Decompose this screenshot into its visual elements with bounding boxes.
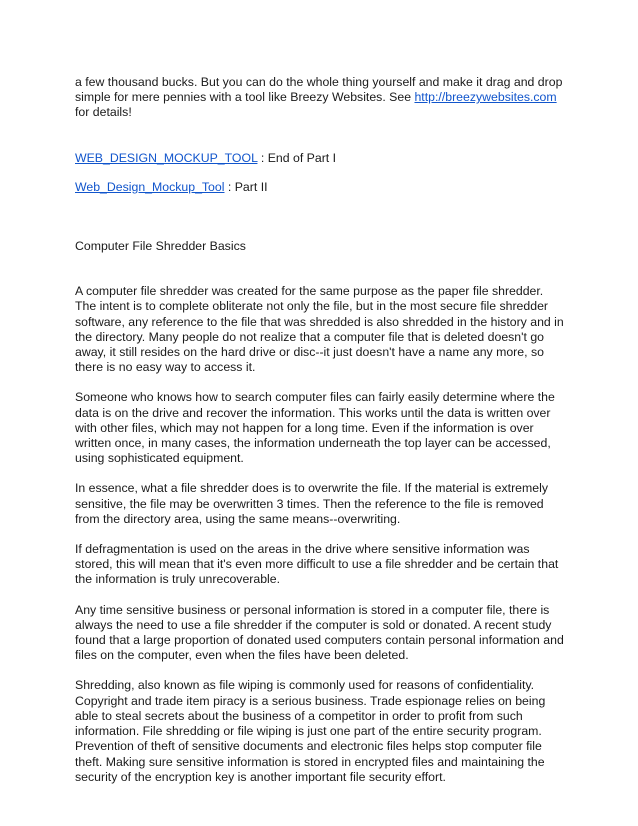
article-paragraph: In essence, what a file shredder does is to overwrite the file. If the material is extremely sensitive, the file may be overwritten 3 times. Then the reference to the file is removed from the directory area, using the same means--overwriting.: [75, 481, 548, 526]
document-page: [75, 75, 565, 785]
article-paragraph: Someone who knows how to search computer files can fairly easily determine where the data is on the drive and recover the information. This works until the data is written over with other files, which may not happen for a long time. Even if the information is over written once, in many cases, the information underneath the top layer can be accessed, using sophisticated equipment.: [75, 390, 555, 466]
article-paragraph: A computer file shredder was created for the same purpose as the paper file shredder. The intent is to complete obliterate not only the file, but in the most secure file shredder software, any reference to the file that was shredded is also shredded in the history and in the directory. Many people do not realize that a computer file that is deleted doesn't go away, it still resides on the hard drive or disc--it just doesn't have a name any more, so there is no easy way to access it.: [75, 284, 564, 375]
breezy-websites-link[interactable]: http://breezywebsites.com: [414, 90, 557, 105]
article-paragraph: Any time sensitive business or personal information is stored in a computer file, there is always the need to use a file shredder if the computer is sold or donated. A recent study found that a large proportion of donated used computers contain personal information and files on the computer, even when the files have been deleted.: [75, 602, 564, 663]
part-one-suffix: : End of Part I: [257, 150, 337, 165]
part-two-suffix: : Part II: [224, 179, 268, 194]
part-two-line: [75, 180, 565, 195]
article-paragraph: If defragmentation is used on the areas in the drive where sensitive information was stored, this will mean that it's even more difficult to use a file shredder and be certain that the information is truly unrecoverable.: [75, 542, 559, 587]
intro-text: a few thousand bucks. But you can do the whole thing yourself and make it drag and drop simple for mere pennies with a tool like Breezy Websites. See: [75, 75, 563, 105]
part-one-link[interactable]: WEB_DESIGN_MOCKUP_TOOL: [75, 150, 258, 165]
article-paragraph: Shredding, also known as file wiping is commonly used for reasons of confidentiality. Copyright and trade item piracy is a serious business. Trade espionage relies on being able to steal secrets about the business of a competitor in order to profit from such information. File shredding or file wiping is just one part of the entire security program. Prevention of theft of sensitive documents and electronic files helps stop computer file theft. Making sure sensitive information is stored in encrypted files and maintaining the security of the encryption key is another important file security effort.: [75, 678, 546, 784]
intro-paragraph: [75, 75, 565, 121]
part-one-line: [75, 151, 565, 166]
article-title: Computer File Shredder Basics: [75, 239, 246, 254]
part-two-link[interactable]: Web_Design_Mockup_Tool: [75, 179, 225, 194]
intro-text-end: for details!: [75, 105, 132, 120]
